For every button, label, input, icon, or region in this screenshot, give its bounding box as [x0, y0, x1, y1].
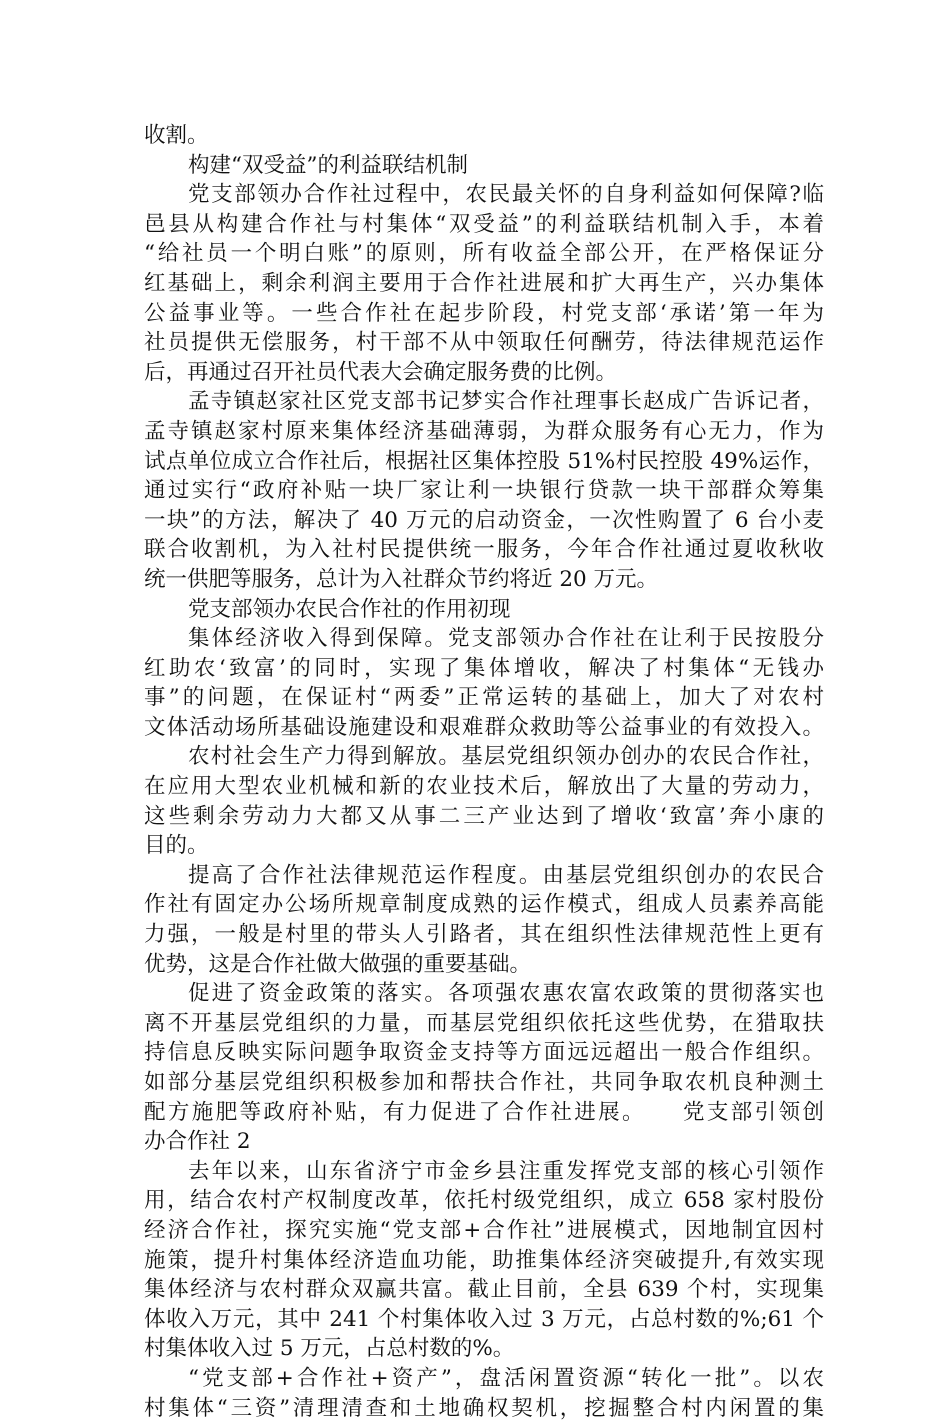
text-line: 体收入万元，其中 241 个村集体收入过 3 万元，占总村数的%;61 个 — [144, 1306, 824, 1332]
text-line: 村集体“三资”清理清查和土地确权契机，挖掘整合村内闲置的集 — [144, 1395, 824, 1421]
text-line: 这些剩余劳动力大都又从事二三产业达到了增收‘致富’奔小康的 — [144, 803, 824, 829]
text-line: 经济合作社，探究实施“党支部+合作社”进展模式，因地制宜因村 — [144, 1217, 824, 1243]
text-line: 孟寺镇赵家社区党支部书记梦实合作社理事长赵成广告诉记者， — [188, 389, 824, 415]
text-line: 公益事业等。一些合作社在起步阶段，村党支部‘承诺’第一年为 — [144, 300, 824, 326]
text-line: 事”的问题，在保证村“两委”正常运转的基础上，加大了对农村 — [144, 685, 824, 711]
text-line: 党支部领办农民合作社的作用初现 — [188, 596, 511, 622]
text-line: 目的。 — [144, 833, 209, 859]
text-line: 农村社会生产力得到解放。基层党组织领办创办的农民合作社， — [188, 744, 824, 770]
text-line: 促进了资金政策的落实。各项强农惠农富农政策的贯彻落实也 — [188, 981, 824, 1007]
text-line: 通过实行“政府补贴一块厂家让利一块银行贷款一块干部群众筹集 — [144, 478, 824, 504]
text-line: 作社有固定办公场所规章制度成熟的运作模式，组成人员素养高能 — [144, 892, 824, 918]
text-line: 优势，这是合作社做大做强的重要基础。 — [144, 951, 532, 977]
text-line: 提高了合作社法律规范运作程度。由基层党组织创办的农民合 — [188, 862, 824, 888]
text-line: 红基础上，剩余利润主要用于合作社进展和扩大再生产，兴办集体 — [144, 270, 824, 296]
text-line: 施策，提升村集体经济造血功能，助推集体经济突破提升,有效实现 — [144, 1247, 824, 1273]
text-line: 在应用大型农业机械和新的农业技术后，解放出了大量的劳动力， — [144, 774, 824, 800]
text-line: 邑县从构建合作社与村集体“双受益”的利益联结机制入手，本着 — [144, 211, 824, 237]
text-line: 联合收割机，为入社村民提供统一服务，今年合作社通过夏收秋收 — [144, 537, 824, 563]
text-line: 力强，一般是村里的带头人引路者，其在组织性法律规范性上更有 — [144, 922, 824, 948]
document-body — [144, 121, 824, 1423]
text-line: 如部分基层党组织积极参加和帮扶合作社，共同争取农机良种测土 — [144, 1070, 824, 1095]
text-line: 集体经济与农村群众双赢共富。截止目前，全县 639 个村，实现集 — [144, 1277, 824, 1303]
text-line: “给社员一个明白账”的原则，所有收益全部公开，在严格保证分 — [144, 241, 824, 267]
text-line: 后，再通过召开社员代表大会确定服务费的比例。 — [144, 359, 618, 385]
text-line: 用，结合农村产权制度改革，依托村级党组织，成立 658 家村股份 — [144, 1188, 824, 1214]
text-line: 离不开基层党组织的力量，而基层党组织依托这些优势，在猎取扶 — [144, 1010, 824, 1036]
text-line: 收割。 — [144, 123, 209, 148]
text-line: 村集体收入过 5 万元，占总村数的%。 — [144, 1336, 515, 1362]
text-line: 配方施肥等政府补贴，有力促进了合作社进展。 党支部引领创 — [144, 1099, 824, 1125]
text-line: 构建“双受益”的利益联结机制 — [188, 152, 468, 178]
text-line: 一块”的方法，解决了 40 万元的启动资金，一次性购置了 6 台小麦 — [144, 507, 824, 533]
text-line: 试点单位成立合作社后，根据社区集体控股 51%村民控股 49%运作， — [144, 448, 824, 474]
text-line: 持信息反映实际问题争取资金支持等方面远远超出一般合作组织。 — [144, 1040, 824, 1066]
text-line: 社员提供无偿服务，村干部不从中领取任何酬劳，待法律规范运作 — [144, 330, 824, 356]
text-line: 孟寺镇赵家村原来集体经济基础薄弱，为群众服务有心无力，作为 — [144, 418, 824, 444]
text-line: 去年以来，山东省济宁市金乡县注重发挥党支部的核心引领作 — [188, 1158, 824, 1184]
text-line: 党支部领办合作社过程中，农民最关怀的自身利益如何保障?临 — [188, 182, 824, 208]
text-line: 集体经济收入得到保障。党支部领办合作社在让利于民按股分 — [188, 626, 824, 652]
text-line: “党支部+合作社+资产”，盘活闲置资源“转化一批”。以农 — [188, 1365, 824, 1391]
text-line: 统一供肥等服务，总计为入社群众节约将近 20 万元。 — [144, 566, 659, 592]
text-line: 办合作社 2 — [144, 1129, 251, 1155]
text-line: 文体活动场所基础设施建设和艰难群众救助等公益事业的有效投入。 — [144, 714, 824, 740]
text-line: 红助农‘致富’的同时，实现了集体增收，解决了村集体“无钱办 — [144, 655, 824, 681]
